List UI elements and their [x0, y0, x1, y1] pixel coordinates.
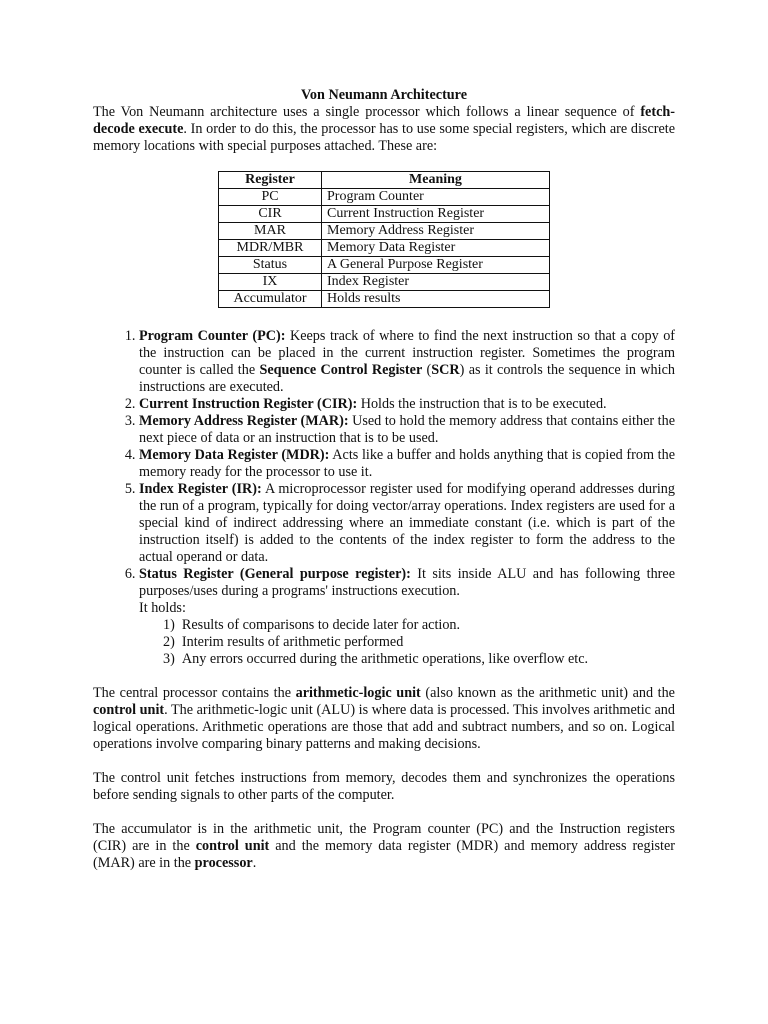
table-row — [219, 223, 550, 240]
item-text: Used to hold the memory address that contains either the next piece of data or an instruction that is to be used. — [139, 413, 675, 446]
document-page — [93, 87, 675, 872]
register-cell: MDR/MBR — [219, 240, 322, 257]
para-bold: control unit — [195, 838, 270, 854]
item-text: ) as it controls the sequence in which instructions are executed. — [139, 362, 675, 395]
item-text: Acts like a buffer and holds anything that is copied from the memory ready for the processor to use it. — [139, 447, 675, 480]
sub-list-item: 2) Interim results of arithmetic performed — [163, 634, 404, 650]
item-text: A microprocessor register used for modifying operand addresses during the run of a program, typically for doing vector/array operations. Index registers are used for a special kind of indirect addressing where an immediate constant (i.e. which is part of the instruction itself) is added to the contents of the index register to form the address to the actual operand or data. — [139, 481, 675, 565]
para-text: . — [252, 855, 257, 871]
meaning-cell: A General Purpose Register — [322, 257, 550, 274]
para-text: and the memory data register (MDR) and memory address register (MAR) are in the — [93, 838, 675, 871]
para-text: (also known as the arithmetic unit) and the — [420, 685, 675, 701]
para-text: The central processor contains the — [93, 685, 296, 701]
control-unit-paragraph: The control unit fetches instructions from memory, decodes them and synchronizes the operations before sending signals to other parts of the computer. — [93, 770, 675, 803]
item-label: Program Counter (PC): — [139, 328, 286, 344]
item-bold: SCR — [431, 362, 460, 378]
sub-list-item: 1) Results of comparisons to decide later for action. — [163, 617, 461, 633]
table-header-row — [219, 172, 550, 189]
para-bold: processor — [194, 855, 253, 871]
meaning-cell: Program Counter — [322, 189, 550, 206]
page-title: Von Neumann Architecture — [300, 87, 468, 103]
intro-text-2: . In order to do this, the processor has to use some special registers, which are discrete memory locations with special purposes attached. These are: — [93, 121, 675, 154]
register-cell: Accumulator — [219, 291, 322, 308]
register-cell: IX — [219, 274, 322, 291]
item-text: ( — [422, 362, 432, 378]
list-item-status — [139, 566, 675, 668]
register-list — [93, 328, 675, 668]
item-text: Holds the instruction that is to be executed. — [357, 396, 607, 412]
item-text: It sits inside ALU and has following three purposes/uses during a programs' instructions execution. — [139, 566, 675, 599]
table-row — [219, 257, 550, 274]
table-row — [219, 274, 550, 291]
meaning-cell: Memory Data Register — [322, 240, 550, 257]
item-label: Index Register (IR): — [139, 481, 262, 497]
accumulator-paragraph — [93, 821, 675, 872]
para-text: The accumulator is in the arithmetic unit, the Program counter (PC) and the Instruction registers (CIR) are in the — [93, 821, 675, 854]
cpu-paragraph — [93, 685, 675, 753]
header-meaning: Meaning — [322, 172, 550, 189]
sub-list-item: 3) Any errors occurred during the arithmetic operations, like overflow etc. — [163, 651, 589, 667]
item-label: Status Register (General purpose register): — [139, 566, 411, 582]
intro-text: The Von Neumann architecture uses a single processor which follows a linear sequence of — [93, 104, 641, 120]
holds-label: It holds: — [139, 600, 186, 616]
list-item-ir — [139, 481, 675, 566]
status-sublist — [139, 617, 675, 668]
list-item-mar — [139, 413, 675, 447]
register-cell: CIR — [219, 206, 322, 223]
table-row — [219, 189, 550, 206]
register-table — [218, 171, 550, 308]
list-item-mdr — [139, 447, 675, 481]
intro-bold: fetch-decode execute — [93, 104, 675, 137]
item-text: Keeps track of where to find the next instruction so that a copy of the instruction can be placed in the current instruction register. Sometimes the program counter is called the — [139, 328, 676, 378]
para-bold: control unit — [93, 702, 165, 718]
table-row — [219, 291, 550, 308]
table-row — [219, 240, 550, 257]
para-text: . The arithmetic-logic unit (ALU) is where data is processed. This involves arithmetic and logical operations. Arithmetic operations are those that add and subtract numbers, and so on. Logical operations involve comparing binary patterns and making decisions. — [93, 702, 675, 752]
list-item-pc — [139, 328, 675, 396]
item-label: Memory Data Register (MDR): — [139, 447, 330, 463]
meaning-cell: Current Instruction Register — [322, 206, 550, 223]
para-bold: arithmetic-logic unit — [295, 685, 421, 701]
item-label: Memory Address Register (MAR): — [139, 413, 349, 429]
table-row — [219, 206, 550, 223]
meaning-cell: Index Register — [322, 274, 550, 291]
meaning-cell: Holds results — [322, 291, 550, 308]
item-label: Current Instruction Register (CIR): — [139, 396, 358, 412]
meaning-cell: Memory Address Register — [322, 223, 550, 240]
header-register: Register — [219, 172, 322, 189]
item-bold: Sequence Control Register — [259, 362, 423, 378]
list-item-cir — [139, 396, 675, 413]
intro-paragraph — [93, 104, 675, 155]
register-cell: MAR — [219, 223, 322, 240]
register-cell: PC — [219, 189, 322, 206]
register-cell: Status — [219, 257, 322, 274]
